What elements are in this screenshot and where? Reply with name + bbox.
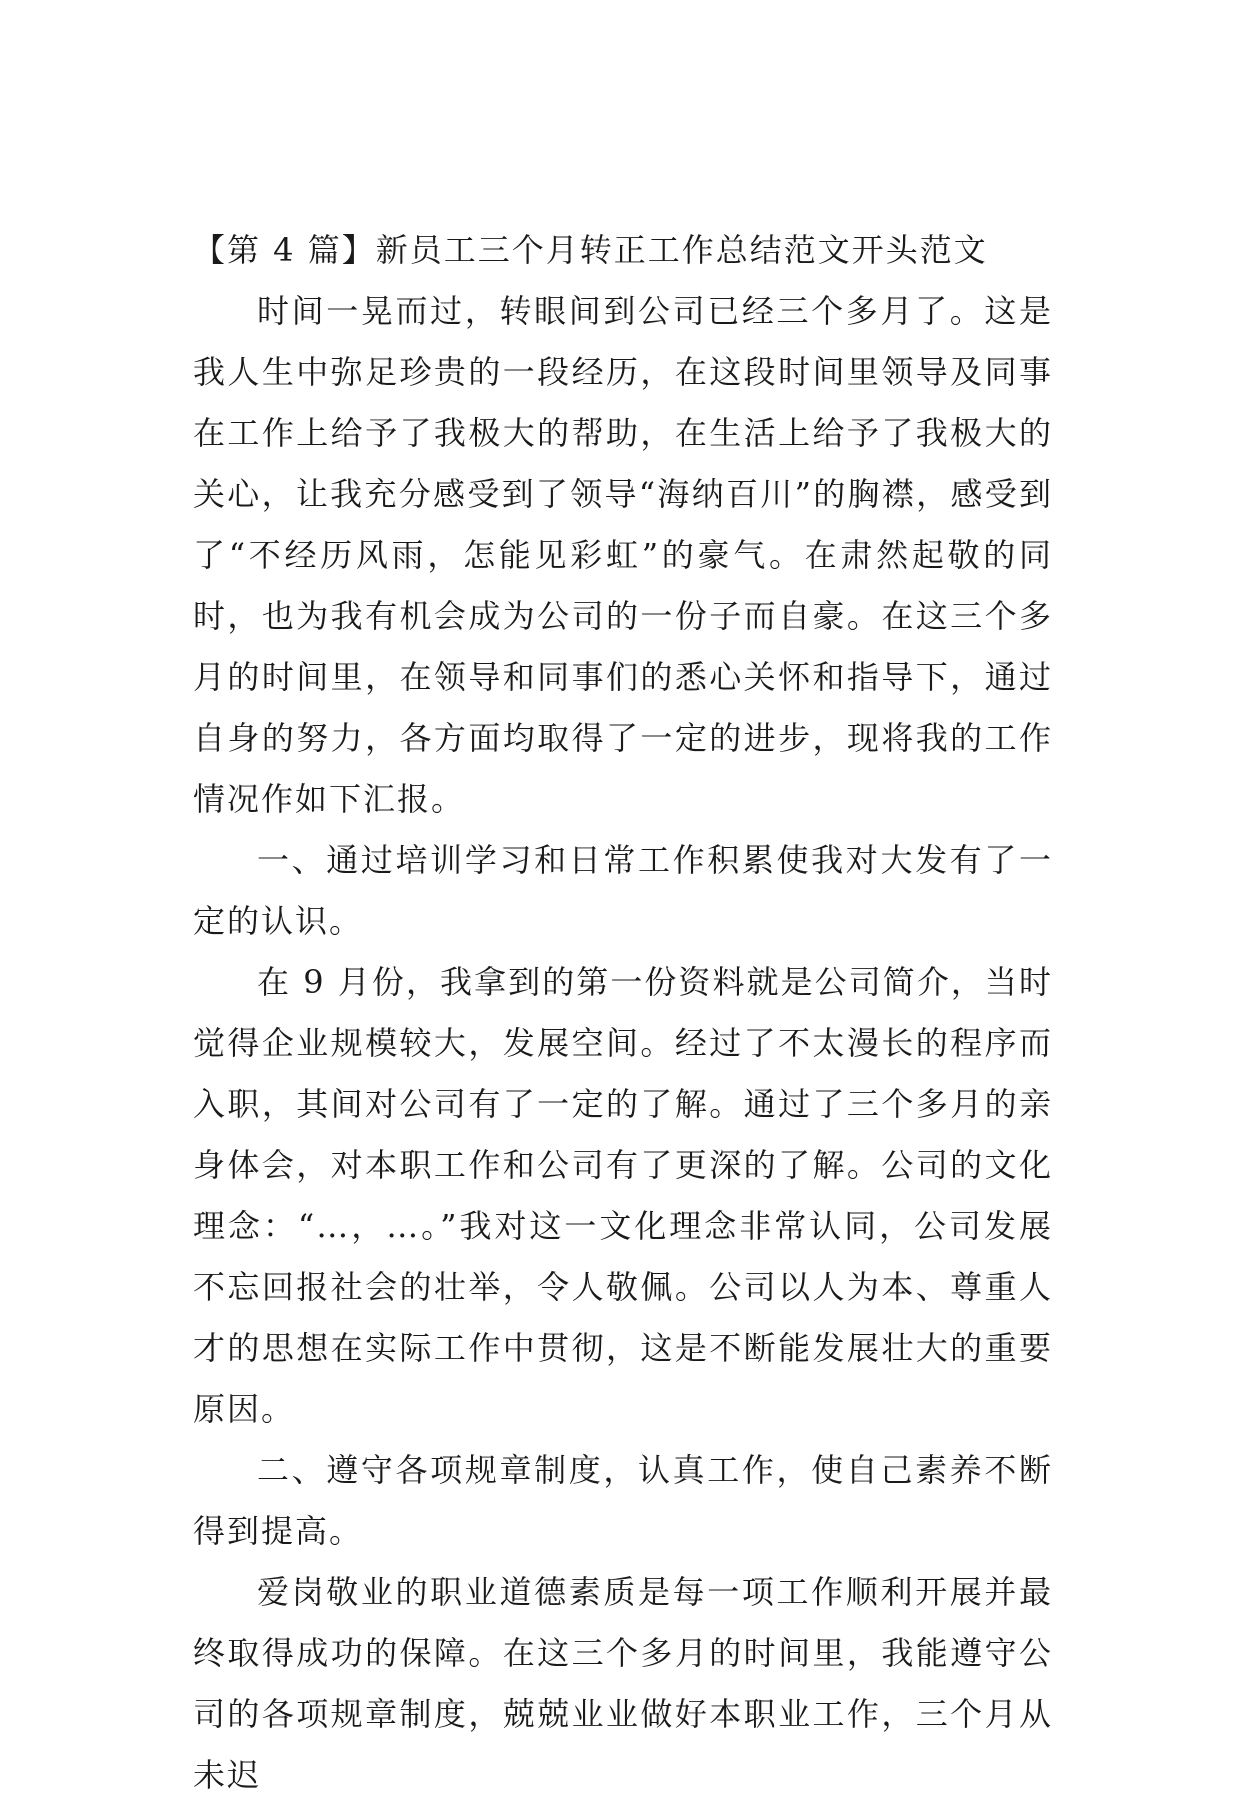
document-body xyxy=(193,220,1053,1806)
section-one-paragraph: 在 9 月份，我拿到的第一份资料就是公司简介，当时觉得企业规模较大，发展空间。经过了不太漫长的程序而入职，其间对公司有了一定的了解。通过了三个多月的亲身体会，对本职工作和公司有了更深的了解。公司的文化理念：“…，…。”我对这一文化理念非常认同，公司发展不忘回报社会的壮举，令人敬佩。公司以人为本、尊重人才的思想在实际工作中贯彻，这是不断能发展壮大的重要原因。 xyxy=(193,963,1053,1428)
section-two-heading: 二、遵守各项规章制度，认真工作，使自己素养不断得到提高。 xyxy=(193,1451,1053,1550)
section-two-paragraph: 爱岗敬业的职业道德素质是每一项工作顺利开展并最终取得成功的保障。在这三个多月的时间里，我能遵守公司的各项规章制度，兢兢业业做好本职业工作，三个月从未迟 xyxy=(193,1573,1053,1794)
document-title: 【第 4 篇】新员工三个月转正工作总结范文开头范文 xyxy=(193,231,988,269)
intro-paragraph: 时间一晃而过，转眼间到公司已经三个多月了。这是我人生中弥足珍贵的一段经历，在这段时间里领导及同事在工作上给予了我极大的帮助，在生活上给予了我极大的关心，让我充分感受到了领导“海纳百川”的胸襟，感受到了“不经历风雨，怎能见彩虹”的豪气。在肃然起敬的同时，也为我有机会成为公司的一份子而自豪。在这三个多月的时间里，在领导和同事们的悉心关怀和指导下，通过自身的努力，各方面均取得了一定的进步，现将我的工作情况作如下汇报。 xyxy=(193,292,1053,818)
section-one-heading: 一、通过培训学习和日常工作积累使我对大发有了一定的认识。 xyxy=(193,841,1053,940)
